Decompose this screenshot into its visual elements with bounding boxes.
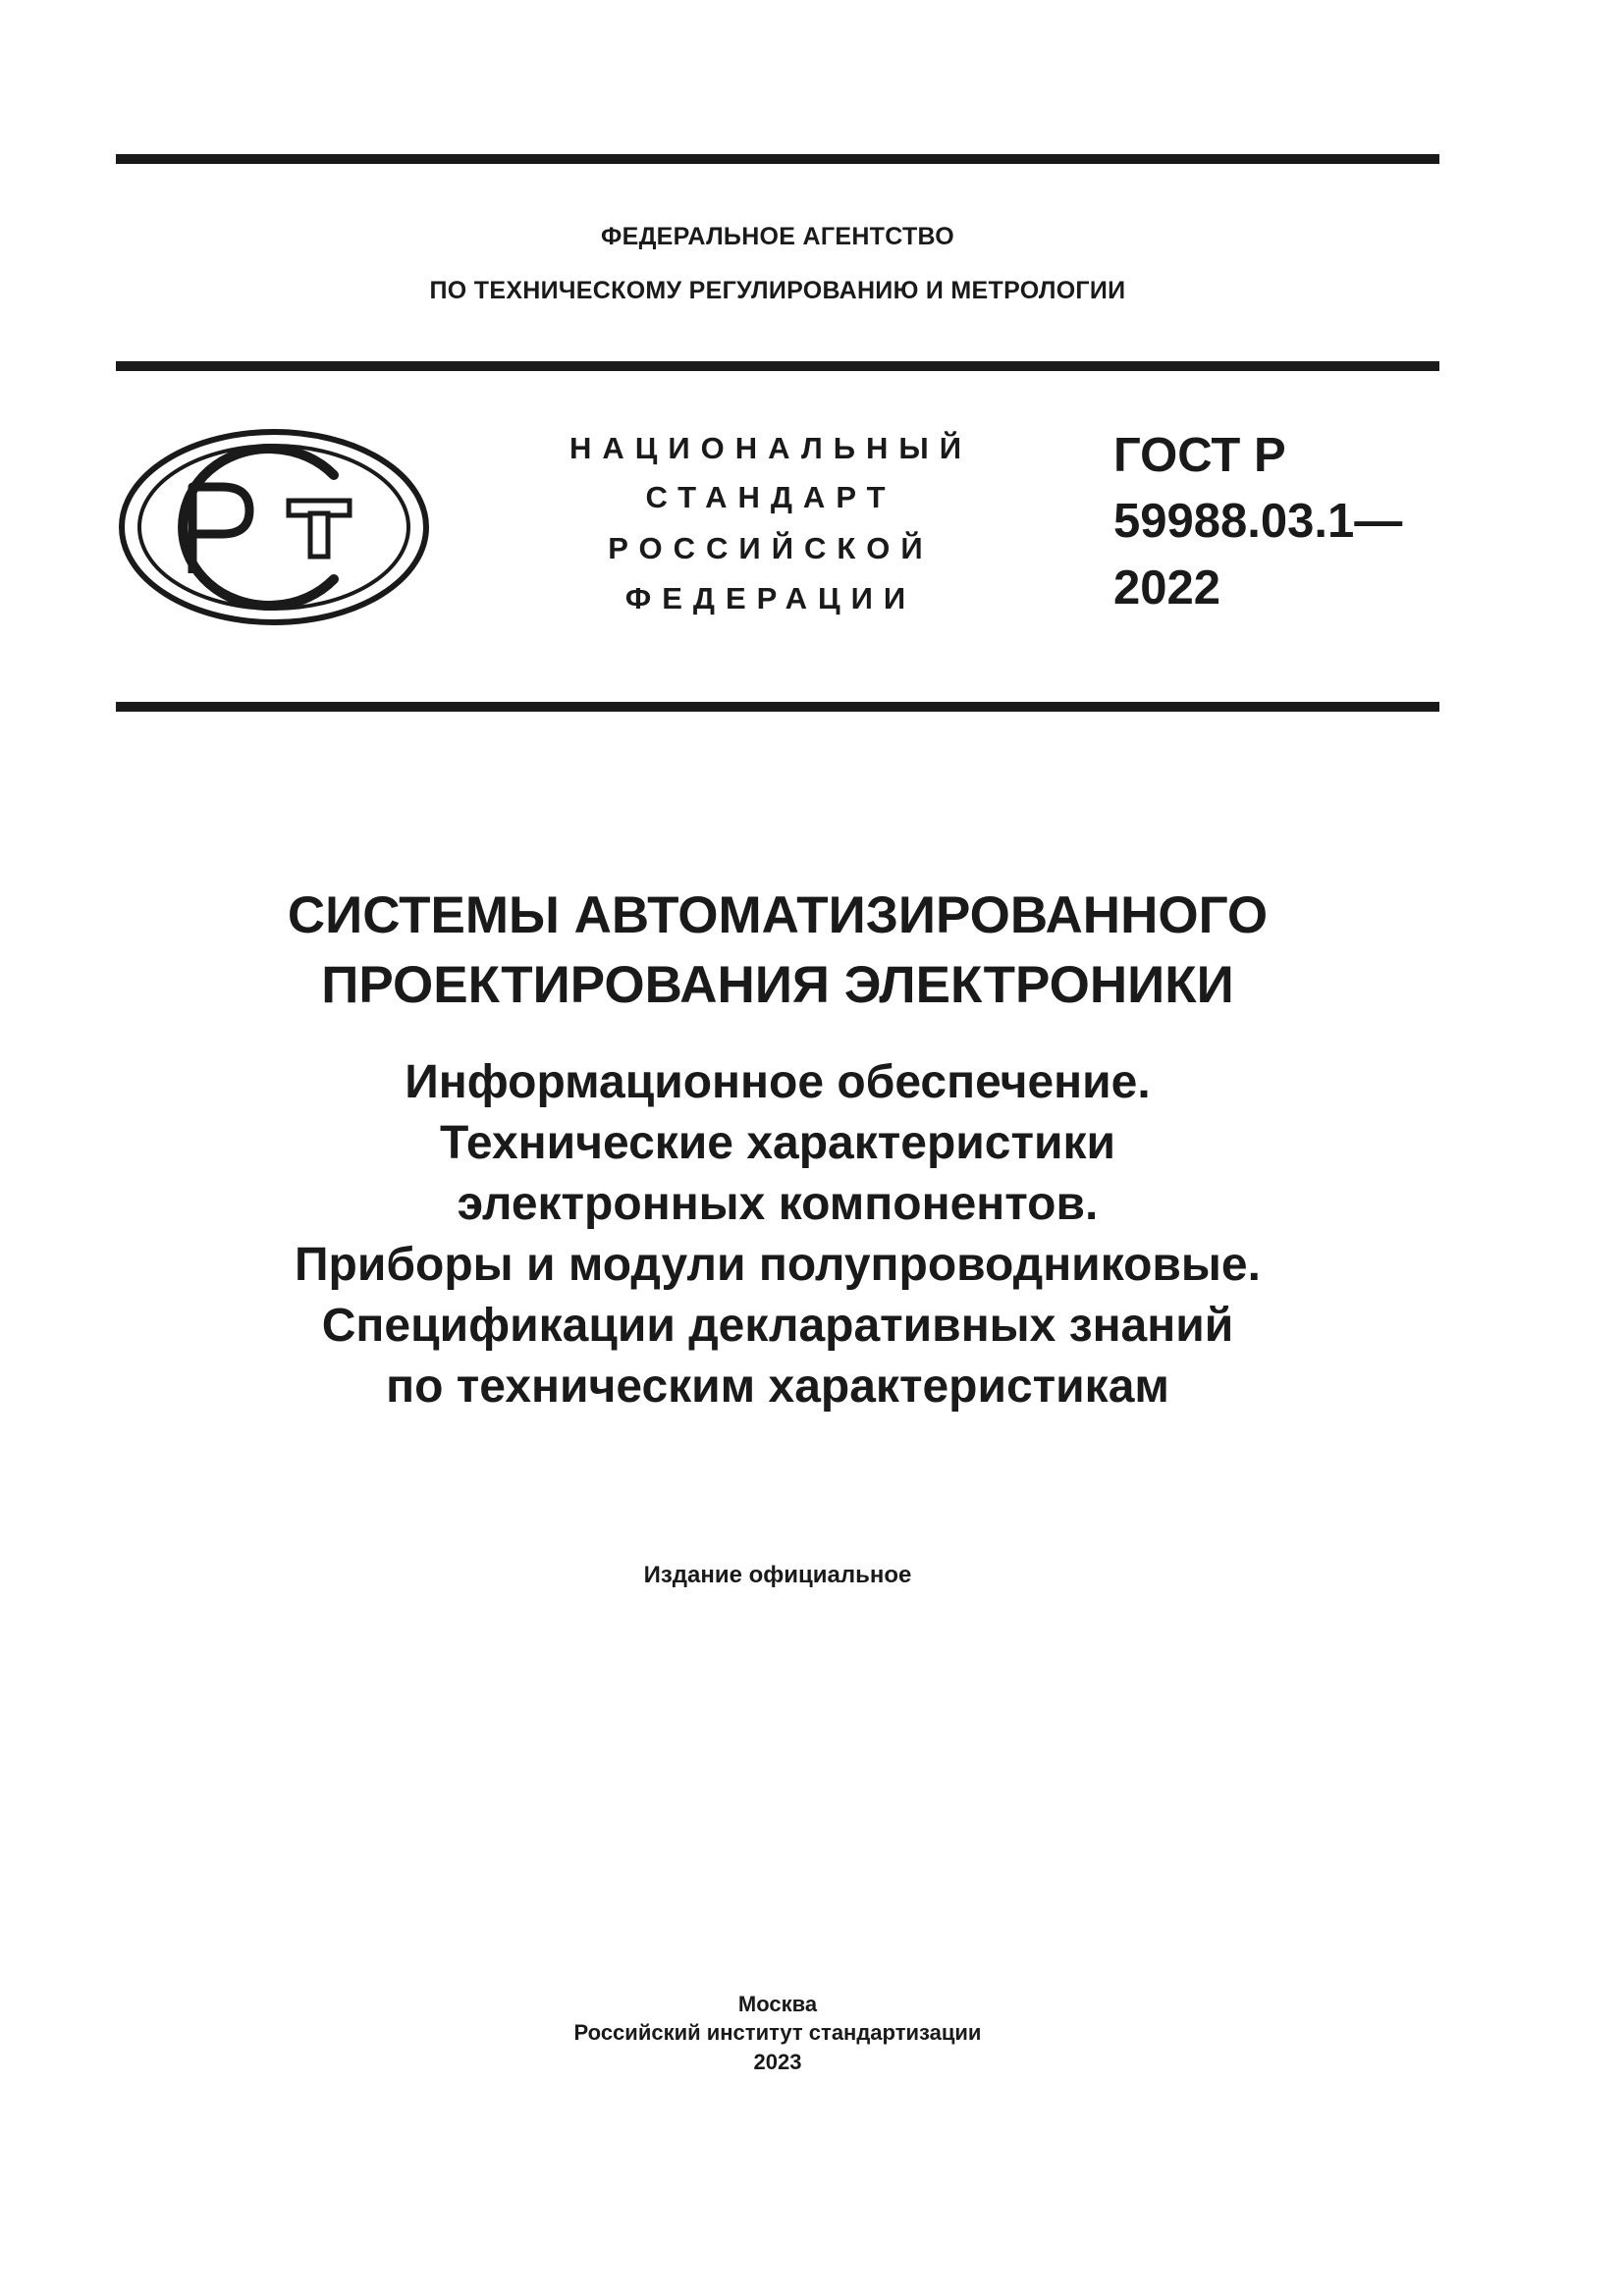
top-rule bbox=[116, 154, 1439, 164]
standard-type-line4: ФЕДЕРАЦИИ bbox=[624, 581, 917, 615]
subtitle-line3: электронных компонентов. bbox=[457, 1178, 1099, 1230]
subtitle-line1: Информационное обеспечение. bbox=[405, 1056, 1151, 1108]
designation-line1: ГОСТ Р bbox=[1113, 429, 1286, 482]
header-rule bbox=[116, 361, 1439, 371]
subtitle-line5: Спецификации декларативных знаний bbox=[321, 1300, 1234, 1352]
standard-type-line1: НАЦИОНАЛЬНЫЙ bbox=[568, 431, 973, 465]
title-line2: ПРОЕКТИРОВАНИЯ ЭЛЕКТРОНИКИ bbox=[321, 956, 1234, 1014]
subtitle-line2: Технические характеристики bbox=[439, 1117, 1116, 1169]
designation-line2: 59988.03.1— bbox=[1113, 495, 1403, 548]
footer-city: Москва bbox=[737, 1992, 818, 2016]
designation-line3: 2022 bbox=[1113, 561, 1221, 614]
designation-rule bbox=[116, 702, 1439, 712]
rst-logo bbox=[116, 426, 432, 628]
subtitle-line4: Приборы и модули полупроводниковые. bbox=[295, 1239, 1261, 1291]
footer-year: 2023 bbox=[753, 2050, 802, 2074]
standard-type-line3: РОССИЙСКОЙ bbox=[608, 531, 934, 565]
subtitle-line6: по техническим характеристикам bbox=[386, 1361, 1169, 1413]
edition-label: Издание официальное bbox=[643, 1562, 912, 1588]
title-line1: СИСТЕМЫ АВТОМАТИЗИРОВАННОГО bbox=[287, 886, 1269, 944]
rst-certification-mark-icon bbox=[116, 426, 432, 628]
agency-name-line1: ФЕДЕРАЛЬНОЕ АГЕНТСТВО bbox=[600, 223, 955, 250]
agency-name-line2: ПО ТЕХНИЧЕСКОМУ РЕГУЛИРОВАНИЮ И МЕТРОЛОГИИ bbox=[429, 277, 1126, 304]
standard-type-line2: СТАНДАРТ bbox=[645, 480, 896, 514]
footer-publisher: Российский институт стандартизации bbox=[573, 2020, 982, 2045]
